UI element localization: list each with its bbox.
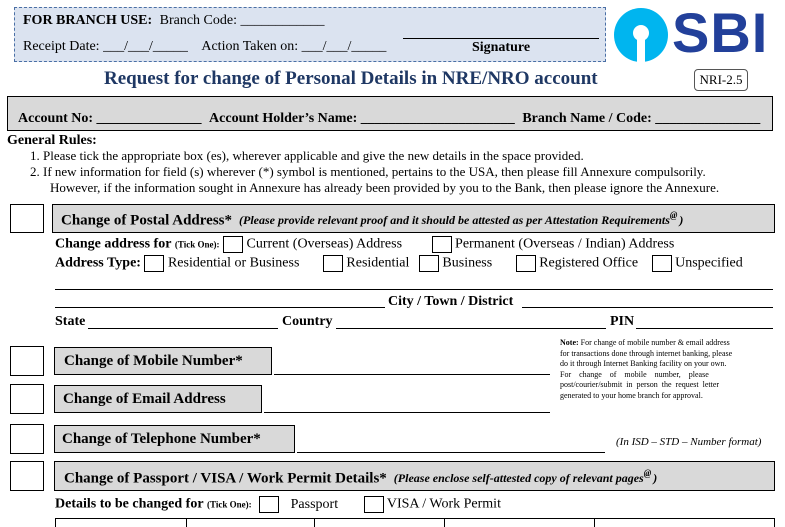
address-type-residential-business-checkbox[interactable] [144,255,164,272]
note-lead: Note: [560,338,579,347]
branch-code-label[interactable]: Branch Code: ____________ [159,13,325,28]
postal-address-header [52,204,775,233]
telephone-heading: Change of Telephone Number* [62,431,261,447]
city-field[interactable] [522,307,773,308]
address-type-business-checkbox[interactable] [419,255,439,272]
account-holder-field[interactable]: Account Holder’s Name: ______________________ [209,111,515,126]
passport-at-icon: @ [643,468,652,478]
permanent-address-label: Permanent (Overseas / Indian) Address [455,236,675,252]
passport-header [54,461,775,491]
passport-heading: Change of Passport / VISA / Work Permit Details* [64,470,387,487]
rule-item: However, if the information sought in Annexure has already been provided by you to the Bank, then please ignore the Annexure. [50,180,720,195]
signature-label: Signature [471,40,531,55]
sbi-logo-text: SBI [672,1,769,64]
passport-option-label: Passport [290,496,339,512]
attestation-at-icon: @ [669,210,678,220]
note-line: do it through Internet Banking facility on your own. [560,359,727,369]
state-field[interactable] [88,328,278,329]
address-type-registered-checkbox[interactable] [516,255,536,272]
visa-option-label: VISA / Work Permit [386,496,501,512]
address-type-label: Address Type: [55,255,141,271]
note-line: For change of mobile number & email address [580,338,730,347]
form-title: Request for change of Personal Details in NRE/NRO account [104,68,598,89]
action-taken-label[interactable]: Action Taken on: ___/___/_____ [201,39,387,54]
branch-use-box [14,7,606,62]
pin-field[interactable] [636,328,773,329]
address-line-2-left[interactable] [55,307,385,308]
form-code-badge: NRI-2.5 [694,69,748,91]
account-bar [7,96,773,131]
mobile-email-note [560,338,766,402]
change-address-for-label: Change address for [55,236,172,252]
sbi-logo-icon [612,6,670,64]
account-no-field[interactable]: Account No: _______________ [18,111,202,126]
passport-note-end: ) [653,471,658,486]
address-type-residential-business-label: Residential or Business [167,255,300,271]
email-header [54,385,262,413]
passport-option-checkbox[interactable] [259,496,279,513]
mobile-number-heading: Change of Mobile Number* [64,353,243,369]
rule-item: 1. Please tick the appropriate box (es), wherever applicable and give the new details in the space provided. [30,148,584,163]
postal-address-note: (Please provide relevant proof and it should be attested as per Attestation Requirements [239,213,670,228]
current-address-label: Current (Overseas) Address [246,236,403,252]
note-line: For change of mobile number, please [560,369,709,379]
postal-address-checkbox[interactable] [10,204,44,233]
address-type-unspecified-checkbox[interactable] [652,255,672,272]
telephone-format-hint: (In ISD – STD – Number format) [616,436,762,448]
mobile-number-checkbox[interactable] [10,346,44,376]
details-tick-one-label: (Tick One): [207,499,252,510]
address-type-unspecified-label: Unspecified [675,255,743,271]
address-line-1[interactable] [55,289,773,290]
mobile-number-field[interactable] [274,374,550,375]
note-line: for transactions done through internet banking, please [560,348,733,358]
postal-address-heading: Change of Postal Address* [61,212,232,229]
address-type-residential-checkbox[interactable] [323,255,343,272]
note-line: post/courier/submit in person the request letter [560,380,720,390]
details-changed-for-label: Details to be changed for [55,496,204,512]
branch-name-field[interactable]: Branch Name / Code: _______________ [522,111,761,126]
note-line: generated to your home branch for approval. [560,390,703,400]
city-label: City / Town / District [388,294,514,309]
email-field[interactable] [264,412,550,413]
passport-note: (Please enclose self-attested copy of relevant pages [393,471,644,486]
address-type-residential-label: Residential [346,255,410,271]
rule-item: 2. If new information for field (s) wherever (*) symbol is mentioned, pertains to the USA, then please fill Annexure compulsorily. [30,164,706,179]
telephone-header [54,425,295,453]
receipt-date-label[interactable]: Receipt Date: ___/___/_____ [23,39,188,54]
email-heading: Change of Email Address [63,391,226,407]
pin-label: PIN [610,314,635,329]
signature-line[interactable] [403,38,599,39]
telephone-field[interactable] [297,452,605,453]
passport-checkbox[interactable] [10,461,44,491]
address-type-registered-label: Registered Office [539,255,639,271]
visa-option-checkbox[interactable] [364,496,384,513]
branch-use-title: FOR BRANCH USE: [23,13,153,28]
tick-one-label: (Tick One): [174,239,220,250]
general-rules-title: General Rules: [7,133,97,148]
state-label: State [55,314,86,329]
permanent-address-checkbox[interactable] [432,236,452,253]
country-label: Country [282,314,333,329]
passport-details-table [55,518,775,527]
sbi-logo [612,1,777,64]
country-field[interactable] [336,328,606,329]
address-type-business-label: Business [442,255,493,271]
mobile-number-header [54,347,272,375]
email-checkbox[interactable] [10,384,44,414]
telephone-checkbox[interactable] [10,424,44,454]
current-address-checkbox[interactable] [223,236,243,253]
postal-address-note-end: ) [679,213,684,228]
